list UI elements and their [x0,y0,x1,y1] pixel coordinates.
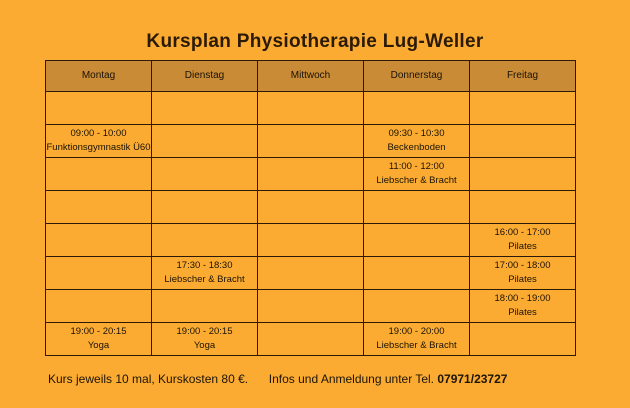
footer-info [48,372,507,386]
schedule-cell-montag [46,323,152,356]
schedule-cell-donnerstag [364,125,470,158]
schedule-cell-donnerstag [364,290,470,323]
schedule-cell-freitag [470,224,576,257]
column-header-donnerstag: Donnerstag [364,61,470,92]
contact-info-text: Infos und Anmeldung unter Tel. [268,372,435,386]
schedule-cell-donnerstag [364,257,470,290]
schedule-row [46,92,576,125]
schedule-cell-dienstag [152,224,258,257]
course-time: 16:00 - 17:00 [494,227,551,239]
schedule-cell-mittwoch [258,158,364,191]
schedule-table [45,60,576,356]
schedule-cell-dienstag [152,323,258,356]
course-name: Pilates [508,307,537,318]
schedule-cell-dienstag [152,191,258,224]
schedule-cell-donnerstag [364,158,470,191]
course-time: 19:00 - 20:15 [70,326,127,338]
course-time: 19:00 - 20:00 [388,326,445,338]
schedule-cell-montag [46,191,152,224]
schedule-cell-mittwoch [258,92,364,125]
schedule-cell-dienstag [152,158,258,191]
course-name: Yoga [87,340,110,351]
schedule-cell-donnerstag [364,224,470,257]
course-time: 17:30 - 18:30 [176,260,233,272]
course-info-text: Kurs jeweils 10 mal, Kurskosten 80 €. [48,372,249,386]
schedule-cell-mittwoch [258,125,364,158]
column-header-dienstag: Dienstag [152,61,258,92]
course-time: 18:00 - 19:00 [494,293,551,305]
schedule-cell-freitag [470,257,576,290]
schedule-cell-montag [46,125,152,158]
schedule-cell-freitag [470,290,576,323]
course-name: Liebscher & Bracht [376,340,457,351]
schedule-row [46,191,576,224]
schedule-cell-mittwoch [258,257,364,290]
schedule-row [46,158,576,191]
schedule-row [46,257,576,290]
schedule-cell-freitag [470,92,576,125]
schedule-row [46,323,576,356]
course-name: Liebscher & Bracht [376,175,457,186]
column-header-mittwoch: Mittwoch [258,61,364,92]
schedule-row [46,290,576,323]
schedule-cell-freitag [470,125,576,158]
phone-number: 07971/23727 [437,372,508,386]
schedule-cell-montag [46,92,152,125]
header-row [46,61,576,92]
schedule-cell-dienstag [152,290,258,323]
course-time: 09:30 - 10:30 [388,128,445,140]
schedule-cell-donnerstag [364,323,470,356]
schedule-cell-dienstag [152,92,258,125]
schedule-cell-dienstag [152,257,258,290]
course-name: Pilates [508,274,537,285]
course-time: 09:00 - 10:00 [70,128,127,140]
schedule-cell-mittwoch [258,323,364,356]
course-name: Yoga [193,340,216,351]
schedule-cell-freitag [470,323,576,356]
schedule-cell-montag [46,290,152,323]
schedule-cell-mittwoch [258,191,364,224]
course-time: 19:00 - 20:15 [176,326,233,338]
schedule-cell-montag [46,257,152,290]
column-header-freitag: Freitag [470,61,576,92]
schedule-cell-donnerstag [364,92,470,125]
schedule-cell-freitag [470,191,576,224]
course-name: Liebscher & Bracht [164,274,245,285]
course-time: 11:00 - 12:00 [388,161,445,173]
schedule-row [46,224,576,257]
schedule-cell-mittwoch [258,224,364,257]
course-time: 17:00 - 18:00 [494,260,551,272]
schedule-cell-montag [46,224,152,257]
schedule-cell-donnerstag [364,191,470,224]
course-name: Pilates [508,241,537,252]
schedule-body [46,92,576,356]
schedule-row [46,125,576,158]
course-name: Funktionsgymnastik Ü60 [46,142,151,153]
schedule-cell-dienstag [152,125,258,158]
column-header-montag: Montag [46,61,152,92]
course-name: Beckenboden [387,142,446,153]
schedule-cell-montag [46,158,152,191]
schedule-cell-mittwoch [258,290,364,323]
schedule-cell-freitag [470,158,576,191]
page-title: Kursplan Physiotherapie Lug-Weller [146,31,484,52]
